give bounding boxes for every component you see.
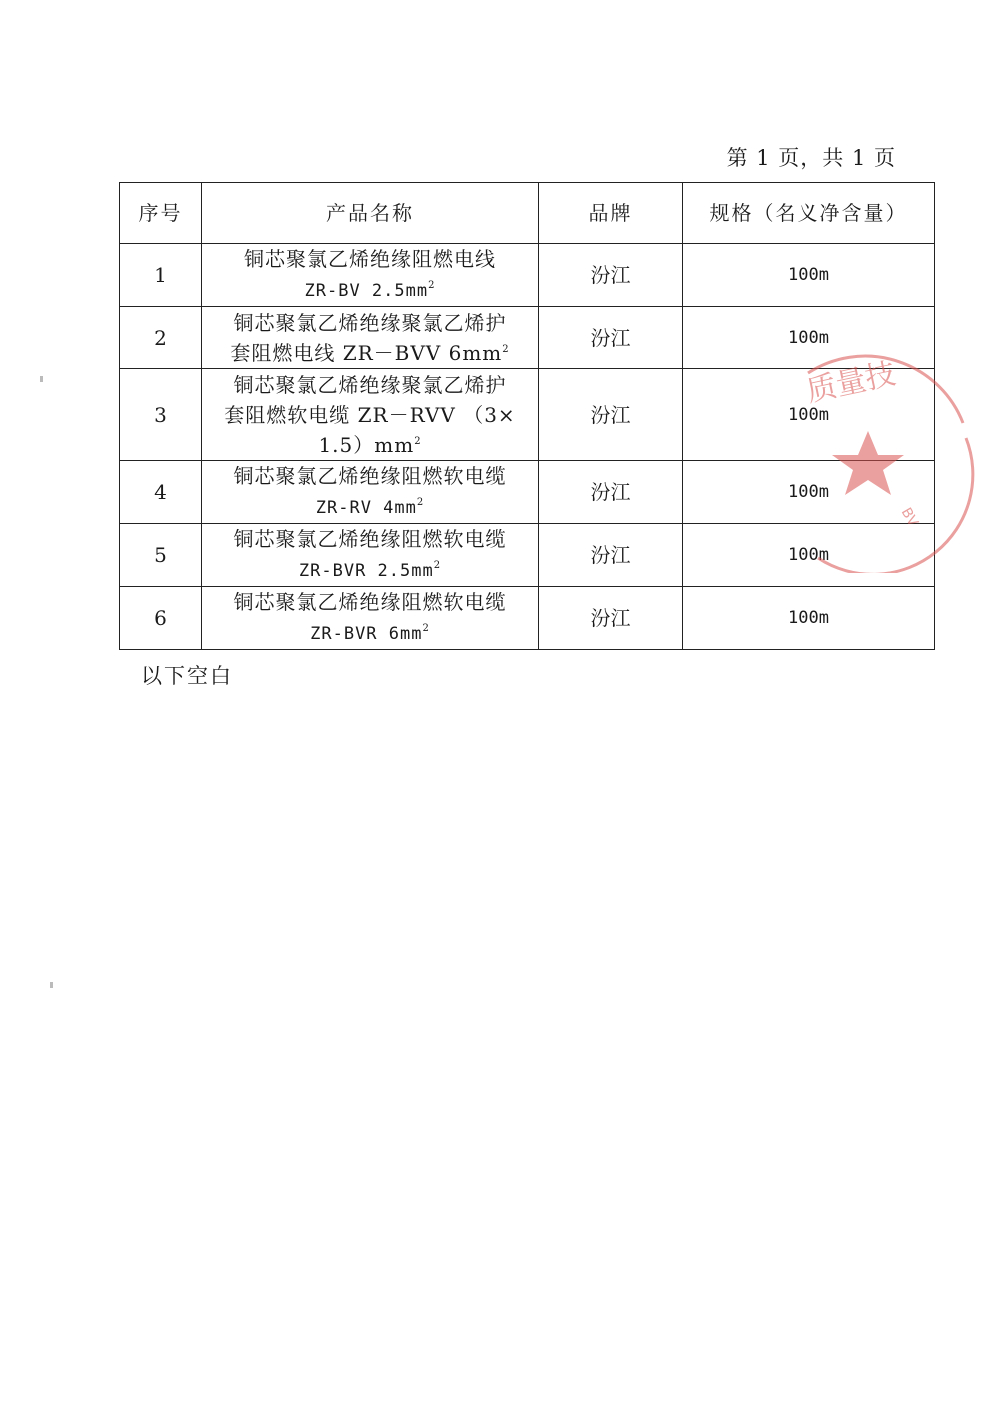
scan-speck — [40, 376, 43, 382]
superscript: 2 — [433, 560, 442, 571]
product-name — [202, 244, 539, 307]
product-model: ZR-BVR 6mm — [310, 624, 423, 644]
spec-cell: 100m — [683, 244, 935, 307]
spec-cell: 100m — [683, 461, 935, 524]
product-model: 套阻燃电线 ZR－BVV 6mm — [230, 340, 503, 365]
product-model: ZR-BVR 2.5mm — [298, 561, 434, 581]
column-header-spec: 规格（名义净含量） — [683, 183, 935, 244]
spec-cell: 100m — [683, 524, 935, 587]
column-header-no: 序号 — [120, 183, 202, 244]
brand-cell: 汾江 — [539, 461, 683, 524]
product-name-line: 铜芯聚氯乙烯绝缘聚氯乙烯护 — [233, 310, 507, 335]
row-number: 5 — [120, 524, 202, 587]
product-name-line: 铜芯聚氯乙烯绝缘阻燃软电缆 — [233, 464, 507, 488]
brand-cell: 汾江 — [539, 244, 683, 307]
table-row — [120, 369, 935, 461]
page-indicator: 第 1 页，共 1 页 — [726, 146, 896, 170]
product-name — [202, 587, 539, 650]
table-row — [120, 587, 935, 650]
product-name — [202, 369, 539, 461]
product-table — [119, 182, 935, 650]
product-model: ZR-BV 2.5mm — [304, 281, 429, 301]
table-row — [120, 307, 935, 369]
table-row — [120, 244, 935, 307]
product-name-line: 铜芯聚氯乙烯绝缘阻燃软电缆 — [233, 527, 507, 551]
superscript: 2 — [416, 497, 425, 508]
blank-below-note: 以下空白 — [141, 664, 233, 688]
table-row — [120, 461, 935, 524]
seal-text: 质量技 — [803, 356, 899, 410]
superscript: 2 — [422, 623, 430, 634]
brand-cell: 汾江 — [539, 369, 683, 461]
superscript: 2 — [502, 343, 510, 355]
superscript: 2 — [414, 435, 422, 447]
row-number: 3 — [120, 369, 202, 461]
spec-cell: 100m — [683, 369, 935, 461]
row-number: 4 — [120, 461, 202, 524]
product-name — [202, 307, 539, 369]
product-name-line: 套阻燃软电缆 ZR－RVV （3× — [224, 402, 516, 427]
spec-cell: 100m — [683, 587, 935, 650]
scan-speck — [50, 982, 53, 988]
table-row — [120, 524, 935, 587]
column-header-brand: 品牌 — [539, 183, 683, 244]
row-number: 1 — [120, 244, 202, 307]
seal-text: BV — [897, 505, 921, 530]
row-number: 6 — [120, 587, 202, 650]
brand-cell: 汾江 — [539, 524, 683, 587]
spec-cell: 100m — [683, 307, 935, 369]
product-name — [202, 524, 539, 587]
superscript: 2 — [428, 280, 436, 291]
product-name-line: 铜芯聚氯乙烯绝缘阻燃电线 — [244, 247, 496, 271]
row-number: 2 — [120, 307, 202, 369]
column-header-name: 产品名称 — [202, 183, 539, 244]
brand-cell: 汾江 — [539, 307, 683, 369]
product-model: ZR-RV 4mm — [315, 498, 417, 518]
product-name — [202, 461, 539, 524]
product-model: 1.5）mm — [318, 432, 415, 457]
product-name-line: 铜芯聚氯乙烯绝缘阻燃软电缆 — [233, 590, 507, 614]
product-name-line: 铜芯聚氯乙烯绝缘聚氯乙烯护 — [233, 372, 507, 397]
table-header-row — [120, 183, 935, 244]
brand-cell: 汾江 — [539, 587, 683, 650]
